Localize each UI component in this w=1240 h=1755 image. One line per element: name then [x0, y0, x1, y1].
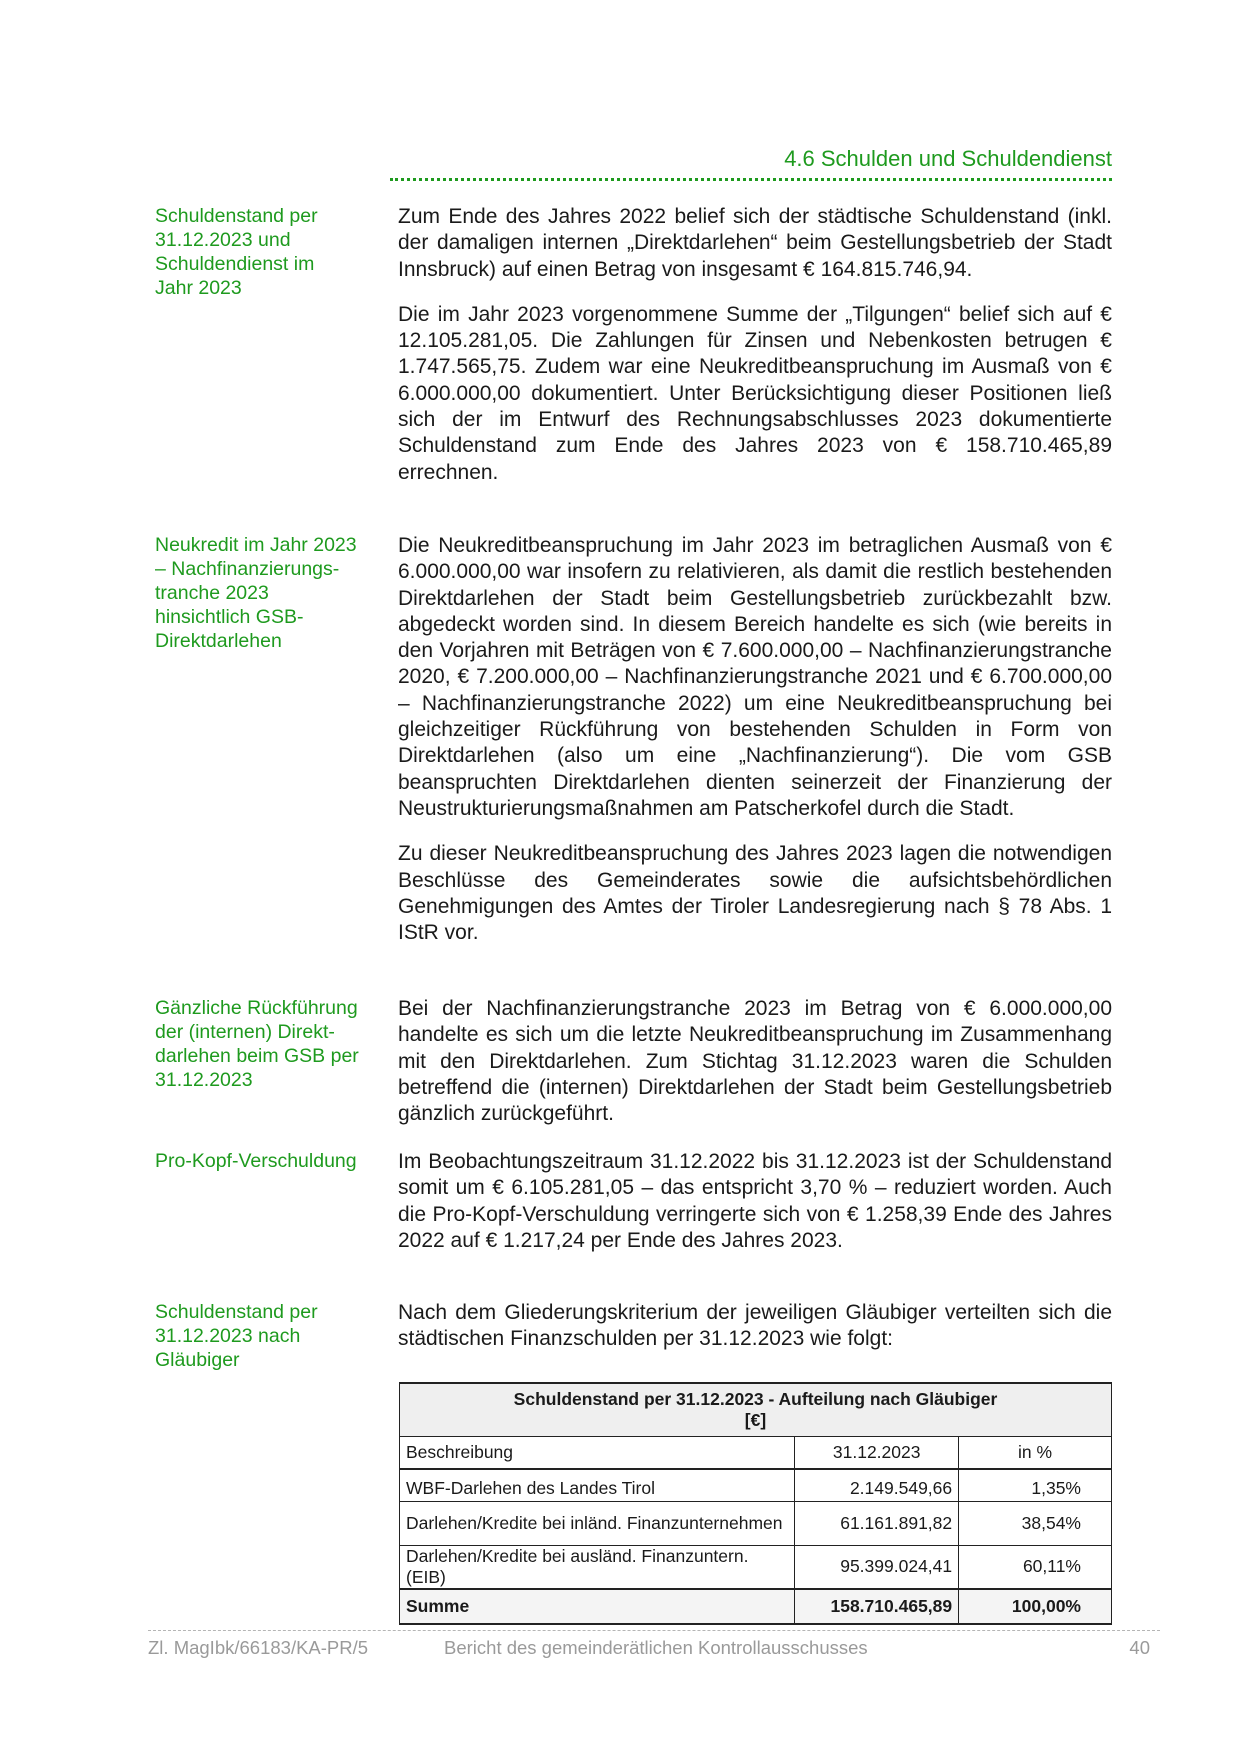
paragraph: Zum Ende des Jahres 2022 belief sich der städtische Schuldenstand (inkl. der damaligen internen „Direktdarlehen“ beim Gestellungsbetrieb der Stadt Innsbruck) auf einen Betrag von insgesamt € 164.815.746,94. [398, 205, 1112, 281]
margin-note-repayment [155, 996, 377, 1092]
paragraph: Nach dem Gliederungskriterium der jeweiligen Gläubiger verteilten sich die städtischen Finanzschulden per 31.12.2023 wie folgt: [398, 1301, 1112, 1351]
body-text-debt-status [398, 204, 1112, 505]
row-percent: 38,54% [959, 1501, 1112, 1545]
margin-line: Gänzliche Rückführung [155, 997, 358, 1019]
paragraph: Zu dieser Neukreditbeanspruchung des Jahres 2023 lagen die notwendigen Beschlüsse des Gemeinderates sowie die aufsichtsbehördlichen Genehmigungen des Amtes der Tiroler Landesregierung nach § 78 Abs. 1 IStR vor. [398, 842, 1112, 945]
page-number: 40 [1129, 1637, 1150, 1658]
row-amount: 61.161.891,82 [795, 1501, 959, 1545]
table-title-line: Schuldenstand per 31.12.2023 - Aufteilung nach Gläubiger [513, 1389, 998, 1409]
paragraph: Die im Jahr 2023 vorgenommene Summe der „Tilgungen“ belief sich auf € 12.105.281,05. Die Zahlungen für Zinsen und Nebenkosten betrugen € 1.747.565,75. Zudem war eine Neukreditbeanspruchung im Ausmaß von € 6.000.000,00 dokumentiert. Unter Berücksichtigung dieser Positionen ließ sich der im Entwurf des Rechnungsabschlusses 2023 dokumentierte Schuldenstand zum Ende des Jahres 2023 von € 158.710.465,89 errechnen. [398, 302, 1112, 484]
margin-line: darlehen beim GSB per [155, 1045, 359, 1067]
margin-line: 31.12.2023 nach [155, 1325, 301, 1347]
margin-note-new-credit [155, 533, 377, 653]
column-header-percent: in % [959, 1437, 1112, 1470]
margin-line: Direktdarlehen [155, 630, 282, 652]
footer-reference: Zl. MagIbk/66183/KA-PR/5 [148, 1637, 369, 1658]
row-description: Darlehen/Kredite bei inländ. Finanzunternehmen [400, 1501, 795, 1545]
margin-note-per-capita [155, 1149, 377, 1173]
margin-line: der (internen) Direkt- [155, 1021, 335, 1043]
margin-line: Jahr 2023 [155, 277, 242, 299]
body-text-new-credit [398, 533, 1112, 965]
margin-line: – Nachfinanzierungs- [155, 558, 340, 580]
row-description: WBF-Darlehen des Landes Tirol [400, 1469, 795, 1501]
row-description: Darlehen/Kredite bei ausländ. Finanzuntern. (EIB) [400, 1545, 795, 1589]
section-title: 4.6 Schulden und Schuldendienst [784, 146, 1112, 171]
table-title [400, 1383, 1112, 1437]
table-title-unit: [€] [744, 1410, 767, 1430]
body-text-per-capita [398, 1149, 1112, 1273]
margin-note-debt-status [155, 204, 377, 300]
margin-line: Schuldendienst im [155, 253, 315, 275]
margin-line: hinsichtlich GSB- [155, 606, 304, 628]
table-title-row [400, 1383, 1112, 1437]
margin-line: 31.12.2023 und [155, 229, 291, 251]
row-amount: 2.149.549,66 [795, 1469, 959, 1501]
margin-line: Gläubiger [155, 1349, 240, 1371]
paragraph: Bei der Nachfinanzierungstranche 2023 im Betrag von € 6.000.000,00 handelte es sich um die letzte Neukreditbeanspruchung im Zusammenhang mit den Direktdarlehen. Zum Stichtag 31.12.2023 waren die Schulden betreffend die (internen) Direktdarlehen der Stadt beim Gestellungsbetrieb gänzlich zurückgeführt. [398, 997, 1112, 1126]
sum-percent: 100,00% [959, 1589, 1112, 1624]
footer-report-title: Bericht des gemeinderätlichen Kontrollausschusses [444, 1637, 868, 1658]
margin-line: Pro-Kopf-Verschuldung [155, 1150, 357, 1172]
body-text-creditors [398, 1300, 1112, 1372]
table-row [400, 1545, 1112, 1589]
paragraph: Die Neukreditbeanspruchung im Jahr 2023 im betraglichen Ausmaß von € 6.000.000,00 war insofern zu relativieren, als damit die restlich bestehenden Direktdarlehen der Stadt beim Gestellungsbetrieb zurückbezahlt bzw. abgedeckt worden sind. In diesem Bereich handelte es sich (wie bereits in den Vorjahren mit Beträgen von € 7.600.000,00 – Nachfinanzierungstranche 2020, € 7.200.000,00 – Nachfinanzierungstranche 2021 und € 6.700.000,00 – Nachfinanzierungstranche 2022) um eine Neukreditbeanspruchung bei gleichzeitiger Rückführung von bestehenden Schulden in Form von Direktdarlehen (also um eine „Nachfinanzierung“). Die vom GSB beanspruchten Direktdarlehen dienten seinerzeit der Finanzierung der Neustrukturierungsmaßnahmen am Patscherkofel durch die Stadt. [398, 534, 1112, 820]
margin-line: Schuldenstand per [155, 1301, 318, 1323]
row-percent: 1,35% [959, 1469, 1112, 1501]
row-percent: 60,11% [959, 1545, 1112, 1589]
paragraph: Im Beobachtungszeitraum 31.12.2022 bis 31.12.2023 ist der Schuldenstand somit um € 6.105.281,05 – das entspricht 3,70 % – reduziert worden. Auch die Pro-Kopf-Verschuldung verringerte sich von € 1.258,39 Ende des Jahres 2022 auf € 1.217,24 per Ende des Jahres 2023. [398, 1150, 1112, 1252]
table-sum-row [400, 1589, 1112, 1624]
footer-divider [148, 1630, 1160, 1631]
body-text-repayment [398, 996, 1112, 1146]
column-header-description: Beschreibung [400, 1437, 795, 1470]
margin-note-creditors [155, 1300, 377, 1372]
table-header-row [400, 1437, 1112, 1470]
section-divider [390, 178, 1112, 181]
margin-line: Schuldenstand per [155, 205, 318, 227]
margin-line: tranche 2023 [155, 582, 269, 604]
sum-amount: 158.710.465,89 [795, 1589, 959, 1624]
margin-line: 31.12.2023 [155, 1069, 253, 1091]
sum-label: Summe [400, 1589, 795, 1624]
row-amount: 95.399.024,41 [795, 1545, 959, 1589]
debt-by-creditor-table [399, 1382, 1112, 1625]
table-row [400, 1501, 1112, 1545]
column-header-date: 31.12.2023 [795, 1437, 959, 1470]
margin-line: Neukredit im Jahr 2023 [155, 534, 357, 556]
table-row [400, 1469, 1112, 1501]
